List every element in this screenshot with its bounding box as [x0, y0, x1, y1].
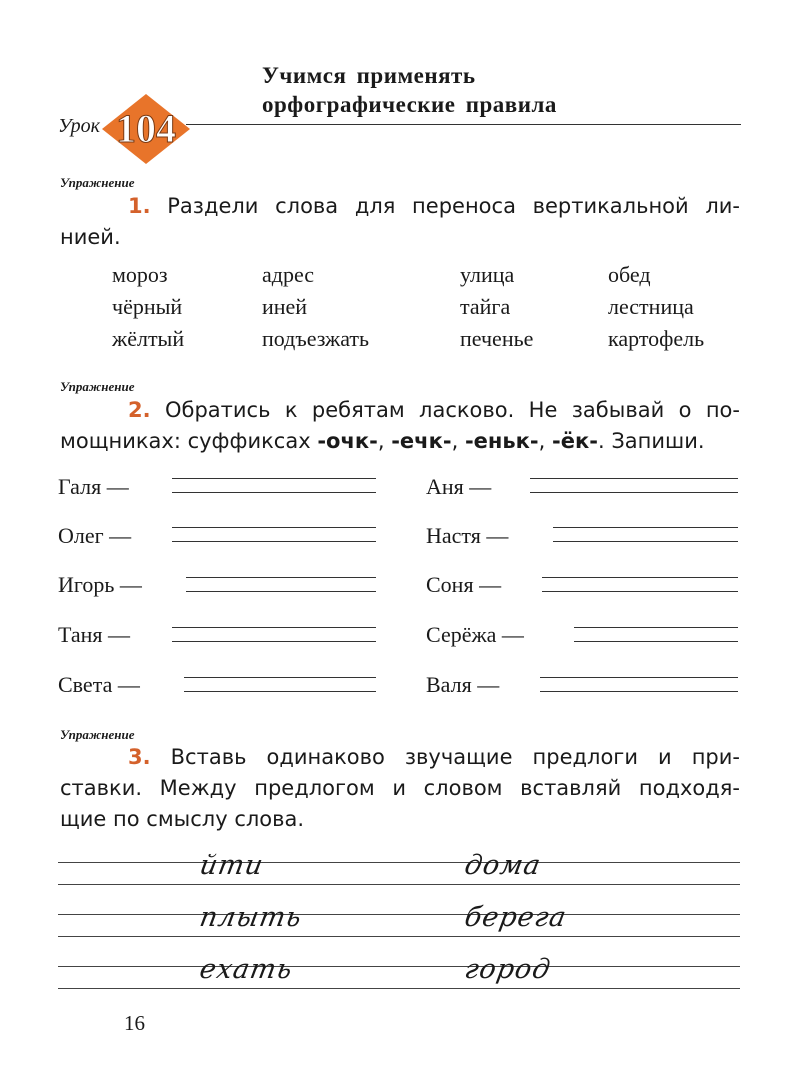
word: адрес: [262, 262, 315, 287]
answer-line[interactable]: [186, 577, 376, 578]
handwritten-word: берега: [462, 902, 570, 933]
suffix: -ечк-: [391, 429, 452, 453]
suffix: -очк-: [317, 429, 378, 453]
answer-line[interactable]: [542, 591, 738, 592]
exercise-2-text-line-2: мощниках: суффиксах: [60, 429, 311, 453]
handwritten-word: йти: [197, 850, 267, 881]
exercise-3-text-line-2: ставки. Между предлогом и словом вставляй подходя-: [60, 776, 740, 800]
exercise-2-text-end: Запиши.: [611, 429, 705, 453]
answer-line[interactable]: [184, 677, 376, 678]
answer-line[interactable]: [540, 691, 738, 692]
name-label: Игорь —: [58, 572, 142, 597]
word: иней: [262, 294, 308, 319]
lesson-number: 104: [116, 106, 176, 151]
answer-line[interactable]: [172, 492, 376, 493]
answer-line[interactable]: [172, 527, 376, 528]
exercise-1-task: [60, 191, 740, 253]
ruled-line: [58, 884, 740, 885]
handwritten-word: дома: [462, 850, 544, 881]
handwritten-word: город: [462, 954, 554, 985]
name-label: Таня —: [58, 622, 131, 647]
exercise-3-task: [60, 742, 740, 835]
exercise-label: Упражнение: [60, 175, 135, 190]
word: жёлтый: [112, 326, 185, 351]
ruled-line: [58, 914, 740, 915]
word: мороз: [112, 262, 168, 287]
answer-line[interactable]: [542, 577, 738, 578]
answer-line[interactable]: [530, 478, 738, 479]
lesson-number-badge: [100, 92, 192, 166]
exercise-3-text-line-1: Вставь одинаково звучащие предлоги и при-: [170, 745, 740, 769]
answer-line[interactable]: [172, 541, 376, 542]
answer-line[interactable]: [186, 591, 376, 592]
name-label: Валя —: [426, 672, 500, 697]
suffix: -ёк-: [552, 429, 598, 453]
exercise-2-text-line-1: Обратись к ребятам ласково. Не забывай о по-: [164, 398, 740, 422]
word: улица: [460, 262, 515, 287]
name-label: Настя —: [426, 523, 509, 548]
word: печенье: [460, 326, 534, 351]
exercise-1-text-line-2: нией.: [60, 225, 121, 249]
word: подъезжать: [262, 326, 370, 351]
name-label: Олег —: [58, 523, 132, 548]
handwritten-word: ехать: [197, 954, 296, 985]
ruled-line: [58, 936, 740, 937]
exercise-2-task: 2. Обратись к ребятам ласково. Не забывай о по- мощниках: суффиксах -очк-, -ечк-, -еньк-, -ёк-. Запиши.: [60, 398, 740, 453]
name-label: Галя —: [58, 474, 129, 499]
answer-line[interactable]: [574, 641, 738, 642]
word: тайга: [460, 294, 511, 319]
name-label: Соня —: [426, 572, 502, 597]
lesson-word: Урок: [58, 115, 101, 137]
exercise-3-number: 3.: [128, 745, 151, 769]
word: обед: [608, 262, 651, 287]
answer-line[interactable]: [172, 641, 376, 642]
answer-line[interactable]: [553, 541, 738, 542]
word: лестница: [608, 294, 694, 319]
answer-line[interactable]: [574, 627, 738, 628]
exercise-1-number: 1.: [128, 194, 151, 218]
answer-line[interactable]: [172, 478, 376, 479]
page-number: 16: [124, 1011, 145, 1035]
name-label: Серёжа —: [426, 622, 524, 647]
word: чёрный: [112, 294, 183, 319]
answer-line[interactable]: [172, 627, 376, 628]
lesson-title-line-2: орфографические правила: [262, 92, 557, 117]
exercise-3-text-line-3: щие по смыслу слова.: [60, 807, 305, 831]
answer-line[interactable]: [530, 492, 738, 493]
answer-line[interactable]: [184, 691, 376, 692]
exercise-label: Упражнение: [60, 379, 135, 394]
name-label: Аня —: [426, 474, 492, 499]
word: картофель: [608, 326, 705, 351]
ruled-line: [58, 862, 740, 863]
ruled-line: [58, 966, 740, 967]
answer-line[interactable]: [540, 677, 738, 678]
lesson-title-line-1: Учимся применять: [262, 63, 476, 88]
answer-line[interactable]: [553, 527, 738, 528]
exercise-2-number: 2.: [128, 398, 151, 422]
header-rule: [186, 124, 741, 125]
name-label: Света —: [58, 672, 140, 697]
exercise-1-text-line-1: Раздели слова для переноса вертикальной ли-: [167, 194, 740, 218]
ruled-line: [58, 988, 740, 989]
handwritten-word: плыть: [197, 902, 305, 933]
exercise-label: Упражнение: [60, 727, 135, 742]
suffix: -еньк-: [464, 429, 539, 453]
